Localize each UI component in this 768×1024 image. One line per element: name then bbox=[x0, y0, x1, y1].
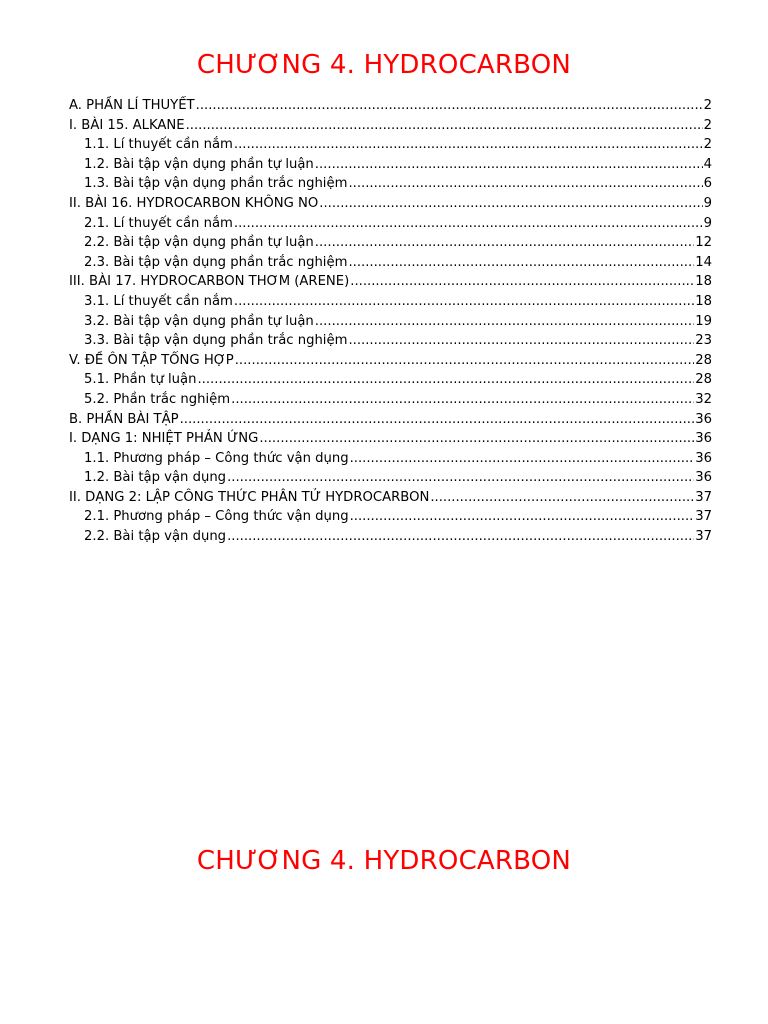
toc-page-number: 2 bbox=[703, 98, 712, 113]
toc-dot-leader bbox=[227, 468, 694, 488]
toc-page-number: 36 bbox=[695, 470, 712, 486]
toc-dot-leader bbox=[234, 214, 703, 234]
toc-entry-title: 3.3. Bài tập vận dụng phần trắc nghiệm bbox=[84, 333, 348, 349]
toc-entry-title: A. PHẦN LÍ THUYẾT bbox=[69, 98, 195, 113]
toc-page-number: 19 bbox=[695, 313, 712, 329]
toc-entry-title: I. DẠNG 1: NHIỆT PHẢN ỨNG bbox=[69, 431, 259, 447]
toc-page-number: 36 bbox=[695, 450, 712, 466]
toc-page-number: 37 bbox=[695, 529, 712, 545]
toc-entry[interactable] bbox=[69, 155, 712, 175]
table-of-contents bbox=[69, 96, 712, 547]
toc-entry[interactable] bbox=[69, 410, 712, 430]
toc-dot-leader bbox=[315, 233, 694, 253]
toc-entry-title: 3.1. Lí thuyết cần nắm bbox=[84, 293, 233, 309]
toc-dot-leader bbox=[259, 429, 694, 449]
toc-dot-leader bbox=[348, 174, 702, 194]
toc-page-number: 9 bbox=[703, 195, 712, 211]
toc-entry[interactable] bbox=[69, 194, 712, 214]
toc-dot-leader bbox=[235, 351, 694, 371]
toc-page-number: 36 bbox=[695, 431, 712, 447]
toc-entry-title: II. DẠNG 2: LẬP CÔNG THỨC PHÂN TỬ HYDROCARBON bbox=[69, 489, 430, 505]
toc-entry-title: I. BÀI 15. ALKANE bbox=[69, 117, 185, 133]
toc-entry-title: 1.1. Phương pháp – Công thức vận dụng bbox=[84, 450, 349, 466]
toc-entry-title: 2.2. Bài tập vận dụng phần tự luận bbox=[84, 235, 314, 251]
toc-dot-leader bbox=[197, 370, 694, 390]
toc-dot-leader bbox=[234, 292, 694, 312]
toc-dot-leader bbox=[315, 312, 694, 332]
toc-entry[interactable] bbox=[69, 253, 712, 273]
toc-entry-title: B. PHẦN BÀI TẬP bbox=[69, 411, 179, 427]
toc-entry[interactable] bbox=[69, 272, 712, 292]
toc-dot-leader bbox=[234, 135, 703, 155]
toc-page-number: 6 bbox=[703, 176, 712, 192]
toc-entry-title: V. ĐỀ ÔN TẬP TỔNG HỢP bbox=[69, 352, 234, 368]
toc-entry-title: 1.3. Bài tập vận dụng phần trắc nghiệm bbox=[84, 176, 348, 192]
toc-entry[interactable] bbox=[69, 527, 712, 547]
toc-dot-leader bbox=[430, 488, 694, 508]
toc-page-number: 28 bbox=[695, 372, 712, 388]
toc-entry[interactable] bbox=[69, 116, 712, 136]
toc-dot-leader bbox=[180, 410, 695, 430]
toc-entry-title: 2.1. Phương pháp – Công thức vận dụng bbox=[84, 509, 349, 525]
chapter-title: CHƯƠNG 4. HYDROCARBON bbox=[196, 50, 572, 80]
toc-dot-leader bbox=[348, 253, 694, 273]
toc-dot-leader bbox=[315, 155, 703, 175]
toc-dot-leader bbox=[227, 527, 694, 547]
toc-entry[interactable] bbox=[69, 135, 712, 155]
toc-page-number: 2 bbox=[703, 137, 712, 153]
toc-dot-leader bbox=[350, 507, 695, 527]
toc-entry-title: 1.1. Lí thuyết cần nắm bbox=[84, 137, 233, 153]
toc-dot-leader bbox=[196, 96, 703, 116]
toc-entry[interactable] bbox=[69, 96, 712, 116]
toc-entry-title: 2.1. Lí thuyết cần nắm bbox=[84, 215, 233, 231]
toc-entry[interactable] bbox=[69, 370, 712, 390]
toc-entry[interactable] bbox=[69, 429, 712, 449]
toc-page-number: 2 bbox=[703, 117, 712, 133]
toc-entry-title: 3.2. Bài tập vận dụng phần tự luận bbox=[84, 313, 314, 329]
toc-entry[interactable] bbox=[69, 331, 712, 351]
toc-page-number: 23 bbox=[695, 333, 712, 349]
toc-entry-title: 2.3. Bài tập vận dụng phần trắc nghiệm bbox=[84, 254, 348, 270]
toc-page-number: 9 bbox=[703, 215, 712, 231]
toc-page-number: 18 bbox=[695, 274, 712, 290]
toc-entry[interactable] bbox=[69, 312, 712, 332]
toc-entry-title: III. BÀI 17. HYDROCARBON THƠM (ARENE) bbox=[69, 274, 350, 290]
toc-dot-leader bbox=[231, 390, 694, 410]
toc-entry-title: 1.2. Bài tập vận dụng phần tự luận bbox=[84, 156, 314, 172]
chapter-heading: CHƯƠNG 4. HYDROCARBON bbox=[196, 846, 572, 876]
toc-page-number: 4 bbox=[703, 156, 712, 172]
toc-dot-leader bbox=[350, 272, 694, 292]
toc-page-number: 37 bbox=[695, 509, 712, 525]
toc-entry[interactable] bbox=[69, 351, 712, 371]
toc-dot-leader bbox=[350, 449, 695, 469]
toc-entry[interactable] bbox=[69, 292, 712, 312]
toc-dot-leader bbox=[319, 194, 702, 214]
toc-entry[interactable] bbox=[69, 449, 712, 469]
toc-entry-title: 2.2. Bài tập vận dụng bbox=[84, 529, 227, 545]
toc-entry-title: 1.2. Bài tập vận dụng bbox=[84, 470, 227, 486]
toc-entry[interactable] bbox=[69, 488, 712, 508]
toc-entry[interactable] bbox=[69, 174, 712, 194]
toc-page-number: 36 bbox=[695, 411, 712, 427]
toc-entry-title: 5.2. Phần trắc nghiệm bbox=[84, 391, 231, 407]
toc-page-number: 32 bbox=[695, 391, 712, 407]
toc-entry[interactable] bbox=[69, 468, 712, 488]
toc-page-number: 12 bbox=[695, 235, 712, 251]
toc-dot-leader bbox=[348, 331, 694, 351]
toc-entry-title: II. BÀI 16. HYDROCARBON KHÔNG NO bbox=[69, 195, 319, 211]
toc-dot-leader bbox=[186, 116, 703, 136]
toc-entry[interactable] bbox=[69, 507, 712, 527]
toc-entry[interactable] bbox=[69, 233, 712, 253]
toc-entry[interactable] bbox=[69, 214, 712, 234]
toc-entry-title: 5.1. Phần tự luận bbox=[84, 372, 197, 388]
toc-page-number: 37 bbox=[695, 489, 712, 505]
toc-entry[interactable] bbox=[69, 390, 712, 410]
toc-page-number: 28 bbox=[695, 352, 712, 368]
toc-page-number: 18 bbox=[695, 293, 712, 309]
toc-page-number: 14 bbox=[695, 254, 712, 270]
